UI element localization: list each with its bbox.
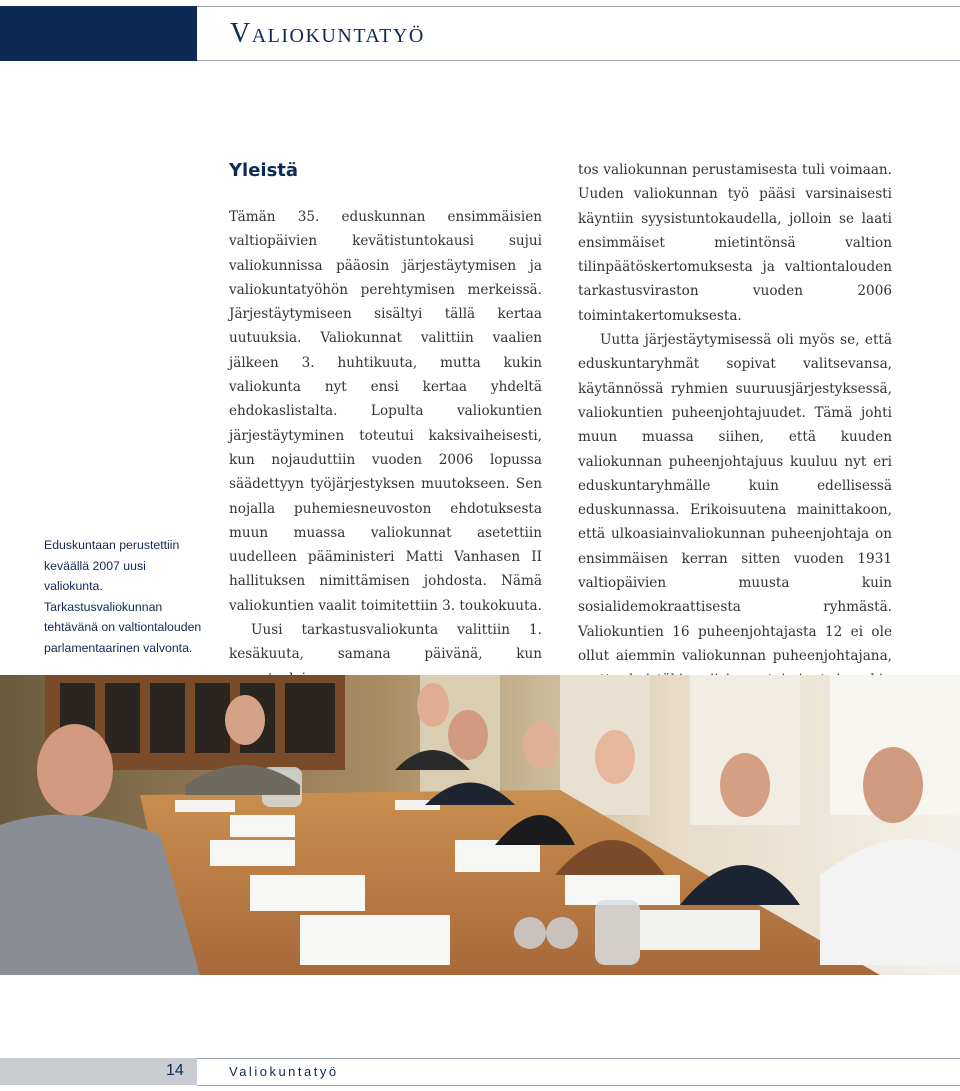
text-column-left	[229, 205, 542, 691]
header-color-block	[0, 6, 197, 61]
paragraph: tos valiokunnan perustamisesta tuli voimaan. Uuden valiokunnan työ pääsi varsinaisesti käyntiin syysistuntokaudella, jolloin se laati ensimmäiset mietintönsä valtion tilinpäätöskertomuksesta ja valtiontalouden tarkastusviraston vuoden 2006 toimintakertomuksesta.	[578, 162, 892, 324]
caption-line: keväällä 2007 uusi valiokunta.	[44, 558, 146, 593]
page-number: 14	[166, 1062, 184, 1079]
header-rule-top	[197, 6, 960, 7]
section-heading: Yleistä	[229, 160, 299, 181]
paragraph: Uutta järjestäytymisessä oli myös se, että eduskuntaryhmät sopivat valitsevansa, käytännössä ryhmien suuruusjärjestyksessä, valiokuntien puheenjohtajuudet. Tämä johti muun muassa siihen, että kuuden valiokunnan puheenjohtajuus kuuluu nyt eri eduskuntaryhmälle kuin edellisessä eduskunnassa. Erikoisuutena mainittakoon, että ulkoasiainvaliokunnan puheenjohtaja on ensimmäisen kerran sitten vuoden 1931 valtiopäivien muusta kuin sosialidemokraattisesta ryhmästä. Valiokuntien 16 puheenjohtajasta 12 ei ole ollut aiemmin valiokunnan puheenjohtajana,	[578, 332, 892, 664]
committee-meeting-photo	[0, 675, 960, 975]
footer-rule-top	[197, 1058, 960, 1059]
text-column-right	[578, 158, 892, 717]
caption-line: Eduskuntaan perustettiin	[44, 538, 180, 552]
caption-line: parlamentaarinen valvonta.	[44, 640, 193, 655]
sidebar-caption	[44, 535, 204, 658]
paragraph: Tämän 35. eduskunnan ensimmäisien valtiopäivien kevätistuntokausi sujui valiokunnissa pääosin järjestäytymisen ja valiokuntatyöhön perehtymisen merkeissä. Järjestäytymiseen sisältyi tällä kertaa uutuuksia. Valiokunnat valittiin vaalien jälkeen 3. huhtikuuta, mutta kukin valiokunta nyt ensi kertaa yhdeltä ehdokaslistalta. Lopulta valiokuntien järjestäytyminen toteutui kaksivaiheisesti, kun nojauduttiin vuoden 2006 lopussa säädettyyn työjärjestyksen muutokseen. Sen nojalla puhemiesneuvoston ehdotuksesta muun muassa valiokunnat asetettiin uudelleen pääministeri Matti Vanhasen II hallituksen nimittämisen johdosta. Nämä valiokuntien vaalit toimitettiin 3. toukokuuta.	[229, 209, 542, 614]
paragraph: Uusi tarkastusvaliokunta valittiin 1. kesäkuuta, samana päivänä, kun	[229, 622, 542, 663]
header-rule-bottom	[197, 60, 960, 61]
running-header-title: Valiokuntatyö	[230, 18, 425, 49]
footer-rule-bottom	[197, 1085, 960, 1086]
caption-line: Tarkastusvaliokunnan	[44, 599, 163, 614]
running-footer-title: Valiokuntatyö	[229, 1064, 339, 1079]
caption-line: tehtävänä on valtiontalouden	[44, 620, 202, 634]
